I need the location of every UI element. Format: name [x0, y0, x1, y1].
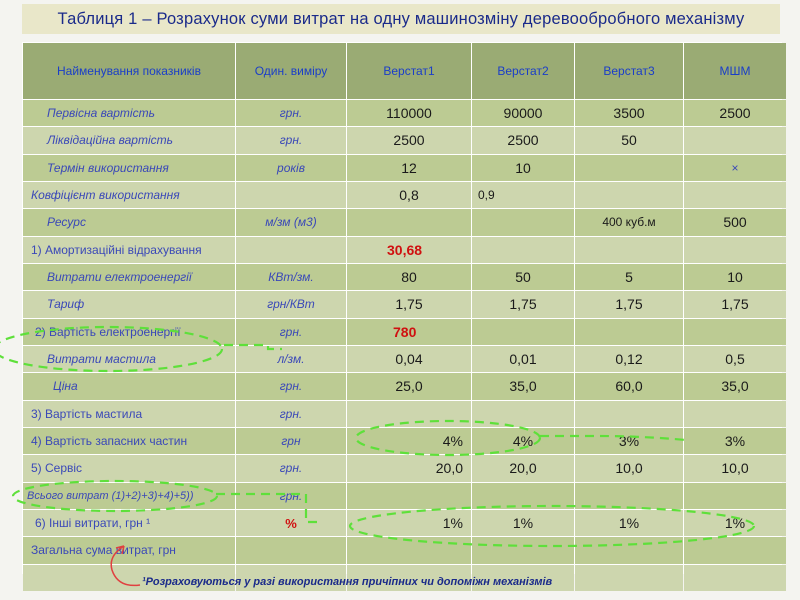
row-unit: [236, 537, 346, 563]
row-unit: грн.: [236, 401, 346, 427]
row-unit: [236, 237, 346, 263]
row-unit: грн: [236, 428, 346, 454]
cell-value: 2500: [472, 127, 574, 153]
cost-table: [22, 42, 782, 574]
row-label: Тариф: [23, 291, 235, 317]
row-label: Загальна сума витрат, грн: [23, 537, 235, 563]
cell-value: 110000: [347, 100, 471, 126]
cell-value: [684, 537, 786, 563]
row-unit: грн.: [236, 319, 346, 345]
cell-value: [575, 401, 683, 427]
row-unit: %: [236, 510, 346, 536]
header-name: Найменування показників: [23, 43, 235, 99]
header-unit: Один. виміру: [236, 43, 346, 99]
cell-value: [575, 155, 683, 181]
row-unit: грн.: [236, 483, 346, 509]
cell-value: 1%: [684, 510, 786, 536]
cell-value: 20,0: [347, 455, 471, 481]
cell-value: 3%: [684, 428, 786, 454]
cell-value: [684, 483, 786, 509]
cell-value: 90000: [472, 100, 574, 126]
row-label: 1) Амортизаційні відрахування: [23, 237, 235, 263]
cell-value: [575, 319, 683, 345]
cell-value: 1%: [575, 510, 683, 536]
cell-value: [684, 182, 786, 208]
row-label: 4) Вартість запасних частин: [23, 428, 235, 454]
header-machine-1: Верстат1: [347, 43, 471, 99]
cell-value: [684, 237, 786, 263]
row-label: 5) Сервіс: [23, 455, 235, 481]
row-unit: л/зм.: [236, 346, 346, 372]
cell-value: 3500: [575, 100, 683, 126]
cell-value: [472, 401, 574, 427]
cell-value: [472, 319, 574, 345]
cell-value: [575, 537, 683, 563]
cell-value: 35,0: [684, 373, 786, 399]
cell-value: 5: [575, 264, 683, 290]
cell-value: [472, 537, 574, 563]
row-unit: грн.: [236, 127, 346, 153]
header-mshm: МШМ: [684, 43, 786, 99]
cell-value: 20,0: [472, 455, 574, 481]
cell-value: 4%: [347, 428, 471, 454]
title-bar: [22, 4, 780, 34]
cell-value: 1,75: [575, 291, 683, 317]
cell-value: 3%: [575, 428, 683, 454]
cell-value: 0,01: [472, 346, 574, 372]
cell-value: 1,75: [684, 291, 786, 317]
cell-value: 2500: [347, 127, 471, 153]
cell-value: 0,04: [347, 346, 471, 372]
row-label: Ковфіцієнт використання: [23, 182, 235, 208]
row-label: Всього витрат (1)+2)+3)+4)+5)): [23, 483, 235, 509]
cell-value: ×: [684, 155, 786, 181]
cell-value: 25,0: [347, 373, 471, 399]
row-unit: КВт/зм.: [236, 264, 346, 290]
cell-value: [684, 127, 786, 153]
row-label: Витрати електроенергії: [23, 264, 235, 290]
cell-value: 1,75: [472, 291, 574, 317]
row-label: Витрати мастила: [23, 346, 235, 372]
cell-value: 10,0: [575, 455, 683, 481]
cell-value: [684, 319, 786, 345]
cell-value: 4%: [472, 428, 574, 454]
cell-value: 500: [684, 209, 786, 235]
cell-value: 50: [575, 127, 683, 153]
row-unit: м/зм (м3): [236, 209, 346, 235]
cell-value: [347, 401, 471, 427]
filler-cell: [684, 565, 786, 591]
cell-value: 2500: [684, 100, 786, 126]
cell-value: 0,5: [684, 346, 786, 372]
row-unit: грн/КВт: [236, 291, 346, 317]
row-label: Ціна: [23, 373, 235, 399]
cell-value: 60,0: [575, 373, 683, 399]
row-unit: грн.: [236, 455, 346, 481]
cell-value: 10: [684, 264, 786, 290]
cell-value: 10: [472, 155, 574, 181]
cell-value: 1,75: [347, 291, 471, 317]
cell-value: 50: [472, 264, 574, 290]
header-machine-2: Верстат2: [472, 43, 574, 99]
cell-value: 80: [347, 264, 471, 290]
cell-value: [472, 237, 574, 263]
row-label: Первісна вартість: [23, 100, 235, 126]
cell-value: 12: [347, 155, 471, 181]
row-label: Ресурс: [23, 209, 235, 235]
cell-value: [575, 182, 683, 208]
row-label: 6) Інші витрати, грн ¹: [23, 510, 235, 536]
cell-value: 30,68: [347, 237, 471, 263]
cell-value: [347, 209, 471, 235]
row-unit: [236, 182, 346, 208]
cell-value: 0,9: [472, 182, 574, 208]
row-label: 3) Вартість мастила: [23, 401, 235, 427]
filler-cell: [575, 565, 683, 591]
cell-value: [575, 483, 683, 509]
row-unit: грн.: [236, 100, 346, 126]
row-label: Ліквідаційна вартість: [23, 127, 235, 153]
cell-value: [347, 483, 471, 509]
cell-value: 1%: [472, 510, 574, 536]
header-machine-3: Верстат3: [575, 43, 683, 99]
footnote: ¹Розраховуються у разі використання причіпних чи допоміжн механізмів: [142, 576, 553, 588]
cell-value: 0,8: [347, 182, 471, 208]
cell-value: 400 куб.м: [575, 209, 683, 235]
cell-value: 35,0: [472, 373, 574, 399]
row-unit: років: [236, 155, 346, 181]
cell-value: [347, 537, 471, 563]
page-title: Таблиця 1 – Розрахунок суми витрат на одну машинозміну деревообробного механізму: [57, 9, 745, 28]
row-label: 2) Вартість електроенергії: [23, 319, 235, 345]
row-label: Термін використання: [23, 155, 235, 181]
cell-value: [575, 237, 683, 263]
row-unit: грн.: [236, 373, 346, 399]
cell-value: 0,12: [575, 346, 683, 372]
cell-value: 1%: [347, 510, 471, 536]
cell-value: [472, 483, 574, 509]
cell-value: 10,0: [684, 455, 786, 481]
cell-value: 780: [347, 319, 471, 345]
cell-value: [472, 209, 574, 235]
cell-value: [684, 401, 786, 427]
